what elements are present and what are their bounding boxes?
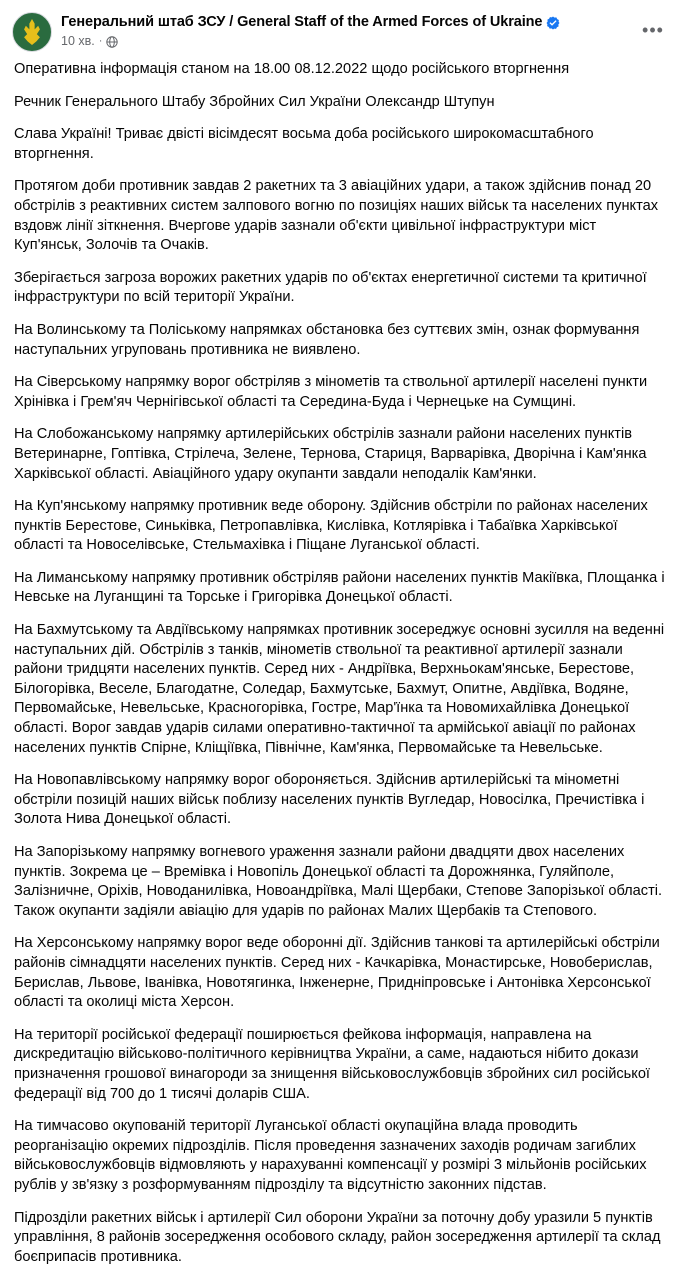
- post-header: [0, 0, 681, 56]
- post-header-text: [61, 12, 637, 49]
- post-paragraph: Оперативна інформація станом на 18.00 08.12.2022 щодо російського вторгнення: [14, 61, 570, 77]
- post-paragraph: На території російської федерації поширюється фейкова інформація, направлена на дискредитацію військово-політичного керівництва України, а саме, надаються нібито докази призначення грошової винагороди за знищення військовослужбовців збройних сил російської федерації від 700 до 1 тисячі доларів США.: [14, 1026, 650, 1102]
- post-paragraph: На Бахмутському та Авдіївському напрямках противник зосереджує основні зусилля на веденні наступальних дій. Обстрілів з танків, мінометів ствольної та реактивної артилерії зазнали райони тридцяти населених пунктів. Серед них - Андріївка, Верхньокам'янське, Берестове, Білогорівка, Веселе, Благодатне, Соледар, Бахмутське, Бахмут, Опитне, Авдіївка, Водяне, Первомайське, Невельське, Красногорівка, Гостре, Мар'їнка та Новомихайлівка Донецької області. Ворог завдав ударів силами оперативно-тактичної та армійської авіації по районах населених пунктів Спірне, Кліщіївка, Північне, Кам'янка, Первомайське та Невельське.: [14, 622, 665, 756]
- post-paragraph: На Херсонському напрямку ворог веде оборонні дії. Здійснив танкові та артилерійські обстріли районів сімнадцяти населених пунктів. Серед них - Качкарівка, Монастирське, Новоберислав, Берислав, Львове, Іванівка, Новотягинка, Інженерне, Придніпровське і Антонівка Херсонської області та околиці міста Херсон.: [14, 935, 660, 1011]
- post-paragraph: На Запорізькому напрямку вогневого ураження зазнали райони двадцяти двох населених пунктів. Зокрема це – Времівка і Новопіль Донецької області та Дорожнянка, Гуляйполе, Залізничне, Оріхів, Новоданилівка, Новоандріївка, Малі Щербаки, Степове Запорізької області. Також окупанти задіяли авіацію для ударів по районах Малих Щербаків та Степового.: [14, 844, 663, 919]
- post-timestamp[interactable]: 10 хв.: [61, 34, 95, 48]
- author-row: [61, 13, 637, 31]
- globe-icon[interactable]: [106, 36, 118, 48]
- verified-badge-icon: [546, 16, 560, 30]
- post-paragraph: На Волинському та Поліському напрямках обстановка без суттєвих змін, ознак формування наступальних угруповань противника не виявлено.: [14, 321, 640, 358]
- post-paragraph: На тимчасово окупованій території Луганської області окупаційна влада проводить реорганізацію окремих підрозділів. Після проведення зазначених заходів родичам загиблих військовослужбовців відмовляють у нарахуванні компенсації у розмірі 3 мільйонів російських рублів у зв'язку з розформуванням підрозділу та відсутністю законних підстав.: [14, 1118, 647, 1193]
- post-paragraph: Підрозділи ракетних військ і артилерії Сил оборони України за поточну добу уразили 5 пунктів управління, 8 районів зосередження особового складу, район зосередження артилерії та склад боєприпасів противника.: [14, 1209, 661, 1265]
- post-paragraph: Зберігається загроза ворожих ракетних ударів по об'єктах енергетичної системи та критичної інфраструктури по всій території України.: [14, 269, 647, 306]
- general-staff-emblem-icon: [21, 19, 43, 45]
- post-paragraph: На Куп'янському напрямку противник веде оборону. Здійснив обстріли по районах населених пунктів Берестове, Синьківка, Петропавлівка, Кислівка, Котлярівка і Табаївка Харківської області та Новоселівське, Стельмахівка і Піщане Луганської області.: [14, 498, 648, 554]
- ellipsis-icon[interactable]: •••: [642, 19, 664, 40]
- post-paragraph: На Лиманському напрямку противник обстріляв райони населених пунктів Макіївка, Площанка і Невське на Луганщині та Торське і Григорівка Донецької області.: [14, 569, 665, 606]
- post-paragraph: Протягом доби противник завдав 2 ракетних та 3 авіаційних удари, а також здійснив понад 20 обстрілів з реактивних систем залпового вогню по позиціях наших військ та населених пунктах вздовж лінії зіткнення. Вчергове ударів зазнали об'єкти цивільної інфраструктури міст Куп'янськ, Золочів та Очаків.: [14, 178, 659, 254]
- post-paragraph: На Сіверському напрямку ворог обстріляв з мінометів та ствольної артилерії населені пункти Хрінівка і Грем'яч Чернігівської області та Середина-Буда і Чернецьке на Сумщині.: [14, 374, 648, 410]
- post-paragraph: На Новопавлівському напрямку ворог обороняється. Здійснив артилерійські та мінометні обстріли позицій наших військ поблизу населених пунктів Вугледар, Новосілка, Пречистівка і Золота Нива Донецької області.: [14, 772, 645, 828]
- post-body: [0, 56, 681, 1281]
- post-paragraph: Речник Генерального Штабу Збройних Сил України Олександр Штупун: [14, 93, 495, 110]
- post-meta: [61, 33, 637, 49]
- post-paragraph: Слава Україні! Триває двісті вісімдесят восьма доба російського широкомасштабного вторгнення.: [14, 126, 594, 162]
- post-paragraph: На Слобожанському напрямку артилерійських обстрілів зазнали райони населених пунктів Ветеринарне, Гоптівка, Стрілеча, Зелене, Тернова, Стариця, Варварівка, Дворічна і Кам'янка Харківської області. Авіаційного удару окупанти завдали неподалік Кам'янки.: [14, 426, 647, 482]
- meta-separator: ·: [98, 35, 103, 47]
- avatar[interactable]: [12, 12, 52, 52]
- page-name[interactable]: Генеральний штаб ЗСУ / General Staff of the Armed Forces of Ukraine: [61, 14, 543, 30]
